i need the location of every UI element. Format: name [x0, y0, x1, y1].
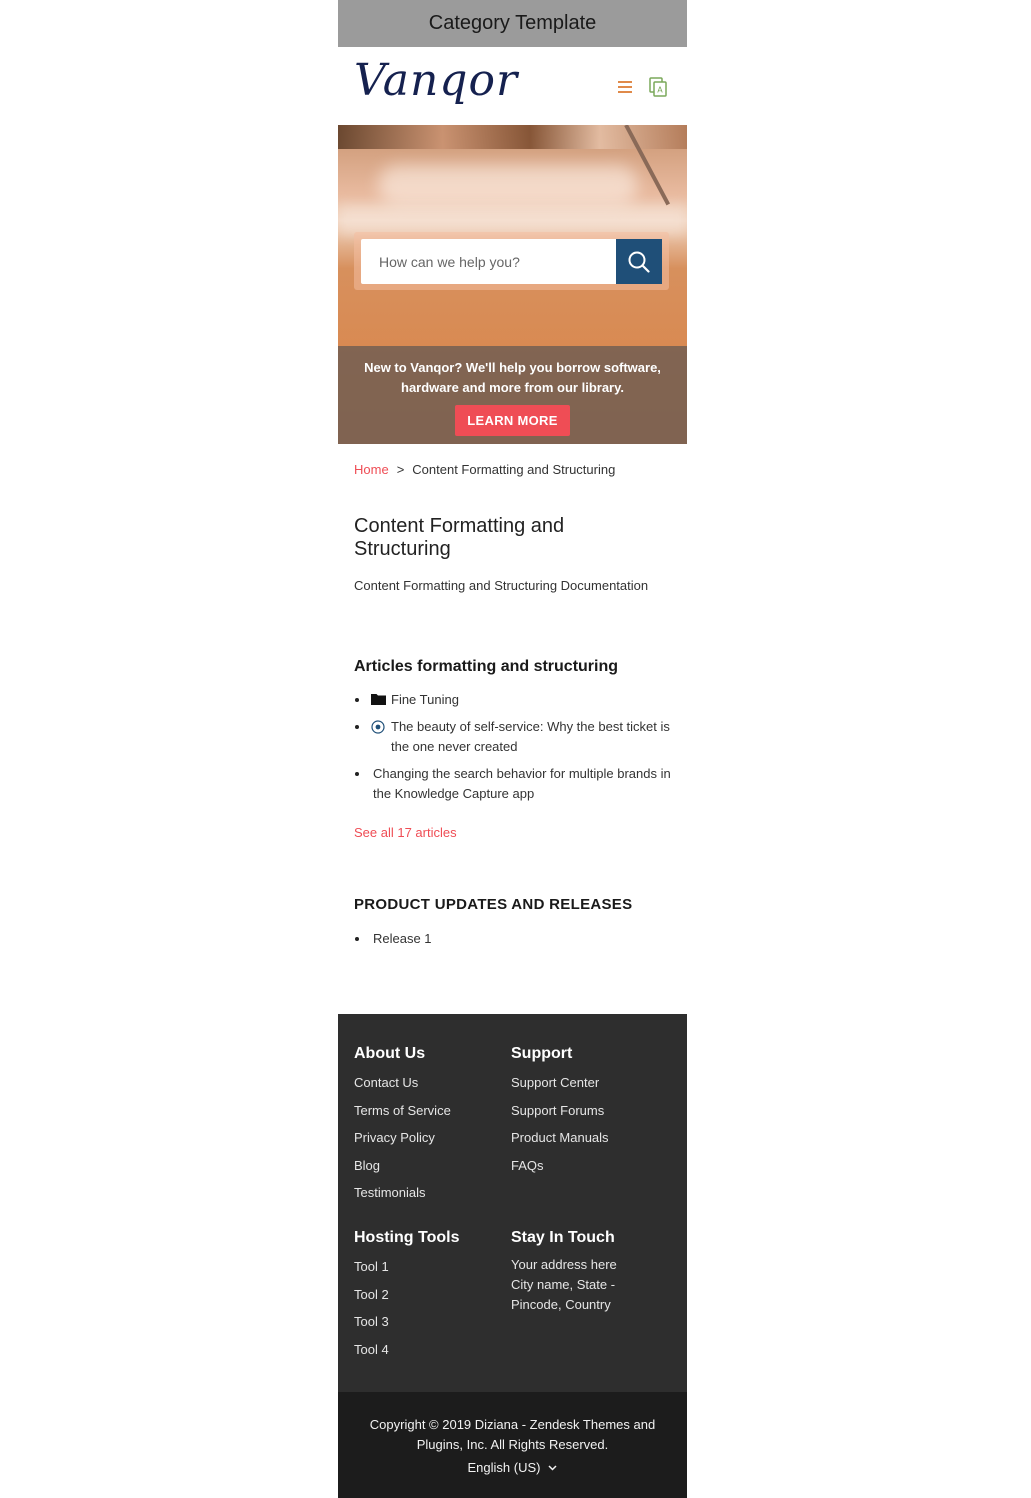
- footer-address: Your address here City name, State - Pincode, Country: [511, 1257, 617, 1312]
- footer-link-support-forums[interactable]: Support Forums: [511, 1102, 605, 1118]
- list-item[interactable]: [354, 717, 674, 757]
- translate-icon[interactable]: [649, 77, 667, 97]
- copyright-text: Copyright © 2019 Diziana - Zendesk Themes and Plugins, Inc. All Rights Reserved.: [369, 1417, 656, 1452]
- site-header: [338, 47, 687, 125]
- hero-banner: [338, 125, 687, 444]
- search-icon: [628, 251, 650, 273]
- breadcrumb-current: Content Formatting and Structuring: [412, 462, 616, 477]
- section-title-product-updates[interactable]: PRODUCT UPDATES AND RELEASES: [354, 896, 633, 913]
- footer-link-faqs[interactable]: FAQs: [511, 1157, 544, 1173]
- learn-more-button[interactable]: LEARN MORE: [455, 405, 569, 436]
- brand-logo[interactable]: Vanqor: [354, 55, 518, 106]
- footer-column-hosting: [354, 1229, 459, 1369]
- svg-text:A: A: [657, 85, 663, 95]
- breadcrumb-home-link[interactable]: Home: [354, 462, 389, 477]
- hamburger-menu-icon[interactable]: [618, 81, 632, 93]
- footer-link-testimonials[interactable]: Testimonials: [354, 1185, 426, 1200]
- search-button[interactable]: [616, 239, 662, 284]
- copyright-bar: [338, 1392, 687, 1498]
- article-list: [354, 690, 674, 811]
- release-list: [354, 929, 432, 949]
- radio-target-icon: [371, 720, 385, 734]
- language-selector[interactable]: [468, 1460, 558, 1475]
- search-input[interactable]: [361, 239, 616, 284]
- hero-intro-text: New to Vanqor? We'll help you borrow software, hardware and more from our library.: [364, 360, 661, 395]
- footer-link-contact-us[interactable]: Contact Us: [354, 1075, 419, 1090]
- template-label: Category Template: [428, 12, 597, 34]
- footer-column-about: [354, 1045, 451, 1213]
- breadcrumb: [354, 462, 615, 477]
- category-description: Content Formatting and Structuring Documentation: [354, 578, 649, 593]
- footer-heading-support: Support: [511, 1045, 573, 1062]
- category-title: Content Formatting and Structuring: [354, 515, 565, 560]
- footer-link-privacy[interactable]: Privacy Policy: [354, 1130, 435, 1145]
- footer-link-tool-4[interactable]: Tool 4: [354, 1341, 389, 1357]
- search-box: [361, 239, 662, 284]
- list-item[interactable]: [354, 929, 432, 949]
- list-item[interactable]: [354, 764, 674, 804]
- footer-link-terms[interactable]: Terms of Service: [354, 1102, 451, 1118]
- section-title-articles[interactable]: Articles formatting and structuring: [354, 658, 619, 675]
- footer-link-blog[interactable]: Blog: [354, 1157, 381, 1173]
- page: [338, 0, 687, 1498]
- template-label-bar: [338, 0, 687, 47]
- breadcrumb-separator: >: [396, 462, 405, 477]
- article-link[interactable]: The beauty of self-service: Why the best ticket is the one never created: [391, 719, 670, 754]
- footer-link-tool-3[interactable]: Tool 3: [354, 1314, 389, 1329]
- site-footer: [338, 1014, 687, 1392]
- footer-heading-about: About Us: [354, 1045, 426, 1062]
- folder-icon: [371, 693, 386, 705]
- footer-link-tool-2[interactable]: Tool 2: [354, 1286, 389, 1302]
- footer-heading-hosting: Hosting Tools: [354, 1229, 460, 1246]
- chevron-down-icon: [548, 1465, 557, 1471]
- article-link[interactable]: Changing the search behavior for multiple brands in the Knowledge Capture app: [373, 766, 671, 801]
- language-label: English (US): [467, 1460, 541, 1475]
- hero-intro-band: [338, 346, 687, 444]
- footer-column-support: [511, 1045, 609, 1185]
- footer-link-product-manuals[interactable]: Product Manuals: [511, 1130, 609, 1145]
- footer-column-stay-in-touch: [511, 1229, 641, 1315]
- article-link[interactable]: Fine Tuning: [391, 692, 459, 707]
- footer-link-support-center[interactable]: Support Center: [511, 1075, 600, 1090]
- see-all-articles-link[interactable]: See all 17 articles: [354, 825, 457, 840]
- footer-heading-stay-in-touch: Stay In Touch: [511, 1229, 615, 1246]
- article-link[interactable]: Release 1: [373, 931, 432, 946]
- footer-link-tool-1[interactable]: Tool 1: [354, 1259, 389, 1274]
- list-item[interactable]: [354, 690, 674, 710]
